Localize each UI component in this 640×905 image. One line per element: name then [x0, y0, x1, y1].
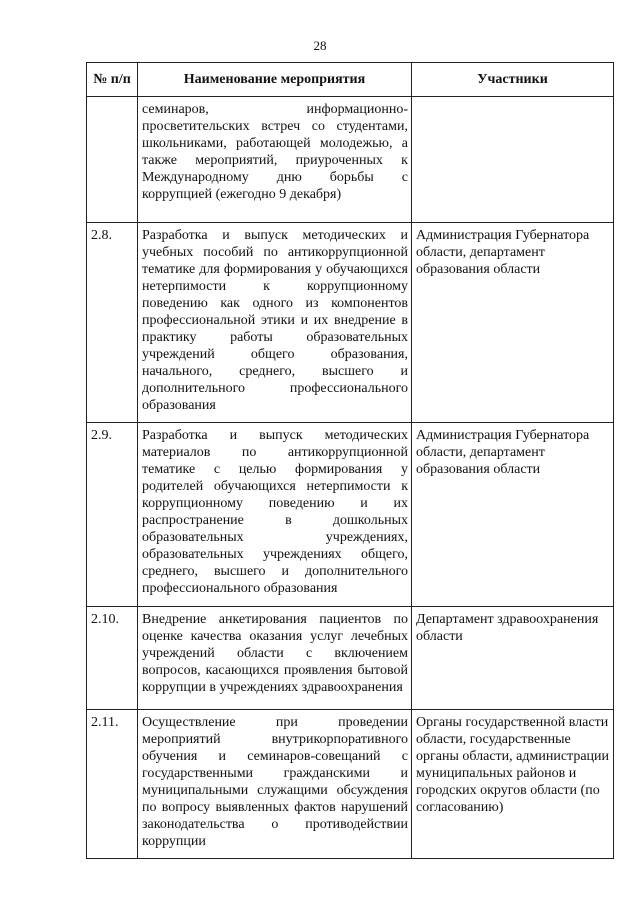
page-number: 28: [313, 38, 327, 53]
measures-table: [86, 62, 614, 859]
participants: Администрация Губернатора области, департамент образования области: [412, 223, 614, 423]
row-number: 2.9.: [87, 423, 138, 607]
row-number: 2.10.: [87, 607, 138, 710]
participants: Администрация Губернатора области, департамент образования области: [412, 423, 614, 607]
row-number: 2.11.: [87, 710, 138, 859]
table-row: [87, 710, 614, 859]
measure-name: Осуществление при проведении мероприятий внутрикорпоративного обучения и семинаров-совещаний с государственными гражданскими и муниципальными служащими обсуждения по вопросу выявленных фактов нарушений законодательства о противодействии коррупции: [138, 710, 412, 859]
table-row: [87, 423, 614, 607]
table-row: [87, 607, 614, 710]
table-row: [87, 97, 614, 223]
row-number: 2.8.: [87, 223, 138, 423]
measure-name: семинаров, информационно-просветительских встреч со студентами, школьниками, работающей молодежью, а также мероприятий, приуроченных к Международному дню борьбы с коррупцией (ежегодно 9 декабря): [138, 97, 412, 223]
table-header-row: [87, 63, 614, 97]
measure-name: Разработка и выпуск методических материалов по антикоррупционной тематике с целью формирования у родителей обучающихся нетерпимости к коррупционному поведению и их распространение в дошкольных образовательных учреждениях, образовательных учреждениях общего, среднего, высшего и дополнительного профессионального образования: [138, 423, 412, 607]
participants: Департамент здравоохранения области: [412, 607, 614, 710]
measure-name: Разработка и выпуск методических и учебных пособий по антикоррупционной тематике для формирования у обучающихся нетерпимости к коррупционному поведению как одного из компонентов профессиональной этики и их внедрение в практику работы образовательных учреждений общего образования, начального, среднего, высшего и дополнительного профессионального образования: [138, 223, 412, 423]
table-row: [87, 223, 614, 423]
participants: [412, 97, 614, 223]
participants: Органы государственной власти области, государственные органы области, администрации муниципальных районов и городских округов области (по согласованию): [412, 710, 614, 859]
measure-name: Внедрение анкетирования пациентов по оценке качества оказания услуг лечебных учреждений области с включением вопросов, касающихся проявления бытовой коррупции в учреждениях здравоохранения: [138, 607, 412, 710]
header-participants: Участники: [412, 63, 614, 97]
header-name: Наименование мероприятия: [138, 63, 412, 97]
header-num: № п/п: [87, 63, 138, 97]
row-number: [87, 97, 138, 223]
